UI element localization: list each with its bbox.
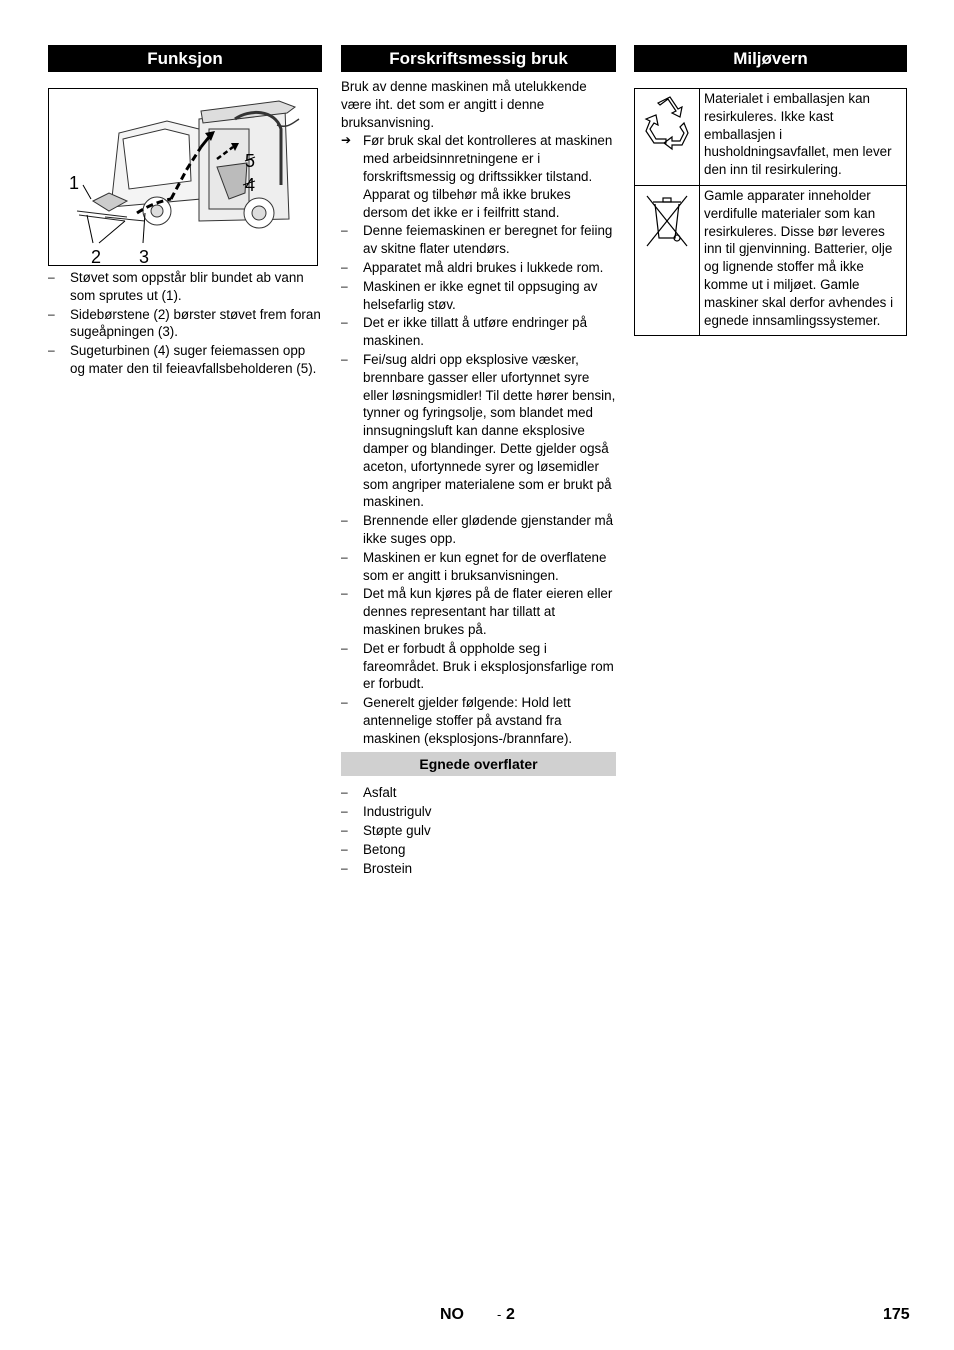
arrow-right-icon: ➔: [341, 133, 352, 148]
sweeper-figure: [48, 88, 318, 266]
figure-label-3: 3: [139, 247, 150, 265]
surfaces-list: [341, 784, 616, 877]
recycle-text: Materialet i emballasjen kan resirkuleres. Ikke kast emballasjen i husholdningsavfallet, men lever den inn til resirkulering.: [700, 89, 907, 186]
list-item: – Det må kun kjøres på de flater eieren eller dennes representant har tillatt at maskinen brukes på.: [341, 585, 616, 638]
table-row: [635, 185, 907, 335]
check-instruction-text: Før bruk skal det kontrolleres at maskinen med arbeidsinnretningene er i forskriftsmessig og driftssikker tilstand. Apparat og tilbehør må ikke brukes dersom det ikke er i feilfritt stand.: [363, 133, 613, 220]
list-item: – Støpte gulv: [341, 822, 616, 840]
crossed-bin-icon: [643, 192, 691, 250]
forskrift-intro: Bruk av denne maskinen må utelukkende være iht. det som er angitt i denne bruksanvisning.: [341, 79, 587, 130]
forskrift-list: [341, 222, 616, 747]
list-item: – Fei/sug aldri opp eksplosive væsker, brennbare gasser eller ufortynnet syre eller løsningsmidler! Til dette hører bensin, tynner og fyringsolje, som blandet med innsugningsluft kan danne eksplosive damper og blandinger. Dette gjelder også aceton, ufortynnede syrer og løsemidler som angriper materialene som er brukt på maskinen.: [341, 351, 616, 511]
check-instruction: [341, 132, 616, 221]
list-item: – Maskinen er ikke egnet til oppsuging av helsefarlig støv.: [341, 278, 616, 314]
list-item: – Generelt gjelder følgende: Hold lett antennelige stoffer på avstand fra maskinen (eksplosjons-/brannfare).: [341, 694, 616, 747]
figure-label-1: 1: [69, 173, 80, 193]
environment-table: [634, 88, 907, 336]
forskrift-column: [341, 45, 616, 878]
list-item: – Industrigulv: [341, 803, 616, 821]
list-item: – Sidebørstene (2) børster støvet frem foran sugeåpningen (3).: [48, 306, 322, 342]
funksjon-heading: Funksjon: [48, 45, 322, 72]
list-item: – Apparatet må aldri brukes i lukkede rom.: [341, 259, 616, 277]
list-item: – Støvet som oppstår blir bundet ab vann som sprutes ut (1).: [48, 269, 322, 305]
funksjon-column: [48, 45, 322, 379]
list-item: – Sugeturbinen (4) suger feiemassen opp og mater den til feieavfallsbeholderen (5).: [48, 342, 322, 378]
list-item: – Det er ikke tillatt å utføre endringer på maskinen.: [341, 314, 616, 350]
miljo-heading: Miljøvern: [634, 45, 907, 72]
list-item: – Asfalt: [341, 784, 616, 802]
list-item: – Denne feiemaskinen er beregnet for feiing av skitne flater utendørs.: [341, 222, 616, 258]
list-item: – Det er forbudt å oppholde seg i fareområdet. Bruk i eksplosjonsfarlige rom er forbudt.: [341, 640, 616, 693]
footer-dash: -: [497, 1307, 502, 1322]
list-item: – Maskinen er kun egnet for de overflatene som er angitt i bruksanvisningen.: [341, 549, 616, 585]
list-item: – Betong: [341, 841, 616, 859]
surfaces-subheading: Egnede overflater: [341, 752, 616, 776]
figure-label-2: 2: [91, 247, 102, 265]
miljo-column: [634, 45, 907, 336]
funksjon-list: [48, 269, 322, 378]
footer-language: NO: [440, 1306, 464, 1323]
sweeper-illustration: [49, 89, 317, 265]
footer-page-number: 175: [883, 1306, 910, 1323]
figure-label-4: 4: [245, 175, 256, 195]
footer-page-label: 2: [506, 1306, 515, 1323]
table-row: [635, 89, 907, 186]
list-item: – Brennende eller glødende gjenstander må ikke suges opp.: [341, 512, 616, 548]
crossed-bin-text: Gamle apparater inneholder verdifulle materialer som kan resirkuleres. Disse bør leveres inn til gjenvinning. Batterier, olje og lignende stoffer må ikke komme ut i miljøet. Gamle maskiner skal derfor avhendes i egnede innsamlingssystemer.: [700, 185, 907, 335]
list-item: – Brostein: [341, 860, 616, 878]
figure-label-5: 5: [245, 151, 256, 171]
recycle-icon: [640, 95, 694, 155]
forskrift-heading: Forskriftsmessig bruk: [341, 45, 616, 72]
